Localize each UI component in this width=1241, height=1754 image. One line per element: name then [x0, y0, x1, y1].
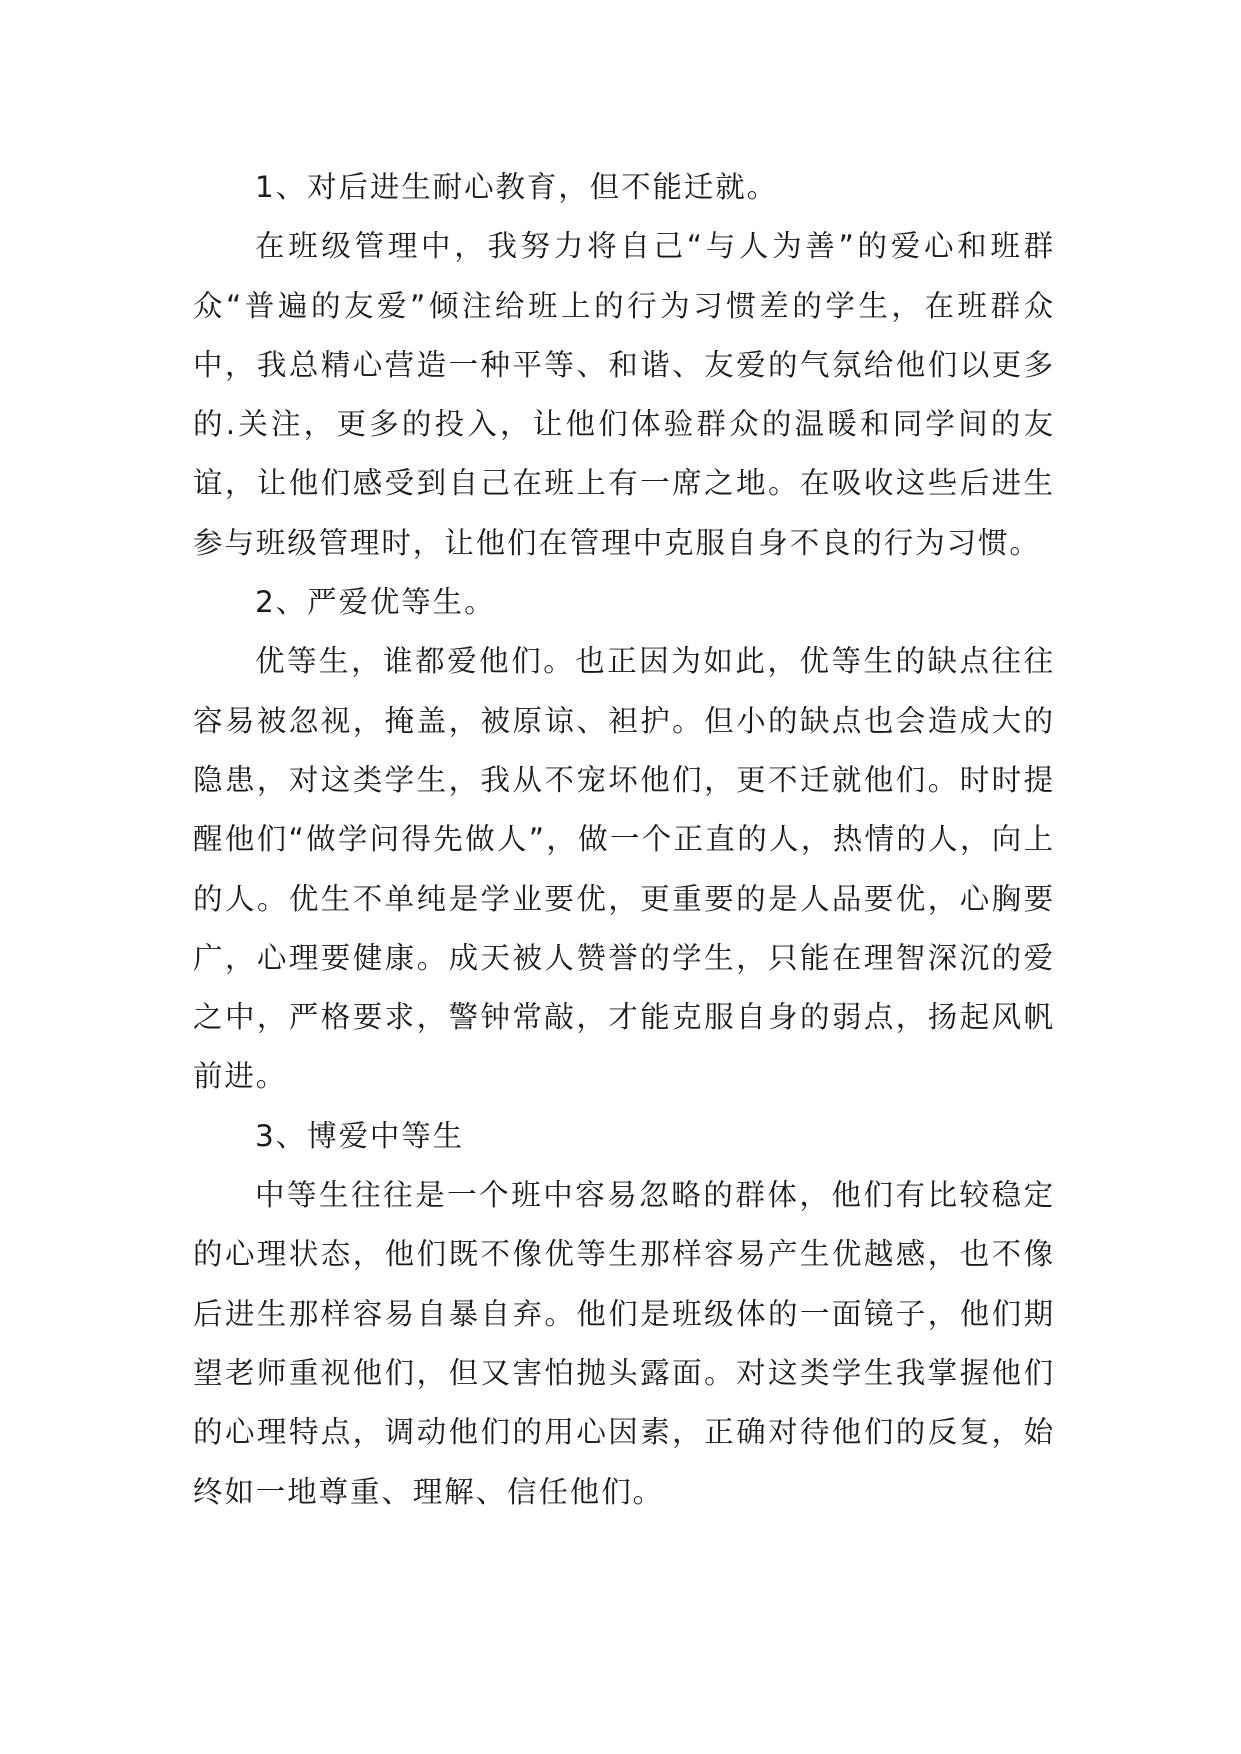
section-2-heading: 2、严爱优等生。	[255, 585, 496, 620]
section-3-heading: 3、博爱中等生	[255, 1118, 465, 1153]
document-body	[193, 158, 1055, 1522]
section-2-paragraph: 优等生，谁都爱他们。也正因为如此，优等生的缺点往往容易被忽视，掩盖，被原谅、袒护。但小的缺点也会造成大的隐患，对这类学生，我从不宠坏他们，更不迁就他们。时时提醒他们“做学问得先做人”，做一个正直的人，热情的人，向上的人。优生不单纯是学业要优，更重要的是人品要优，心胸要广，心理要健康。成天被人赞誉的学生，只能在理智深沉的爱之中，严格要求，警钟常敲，才能克服自身的弱点，扬起风帆前进。	[193, 644, 1055, 1094]
section-1-paragraph: 在班级管理中，我努力将自己“与人为善”的爱心和班群众“普遍的友爱”倾注给班上的行为习惯差的学生，在班群众中，我总精心营造一种平等、和谐、友爱的气氛给他们以更多的.关注，更多的投入，让他们体验群众的温暖和同学间的友谊，让他们感受到自己在班上有一席之地。在吸收这些后进生参与班级管理时，让他们在管理中克服自身不良的行为习惯。	[193, 229, 1055, 560]
section-3-paragraph: 中等生往往是一个班中容易忽略的群体，他们有比较稳定的心理状态，他们既不像优等生那样容易产生优越感，也不像后进生那样容易自暴自弃。他们是班级体的一面镜子，他们期望老师重视他们，但又害怕抛头露面。对这类学生我掌握他们的心理特点，调动他们的用心因素，正确对待他们的反复，始终如一地尊重、理解、信任他们。	[193, 1178, 1055, 1509]
section-1-heading: 1、对后进生耐心教育，但不能迁就。	[255, 170, 779, 204]
